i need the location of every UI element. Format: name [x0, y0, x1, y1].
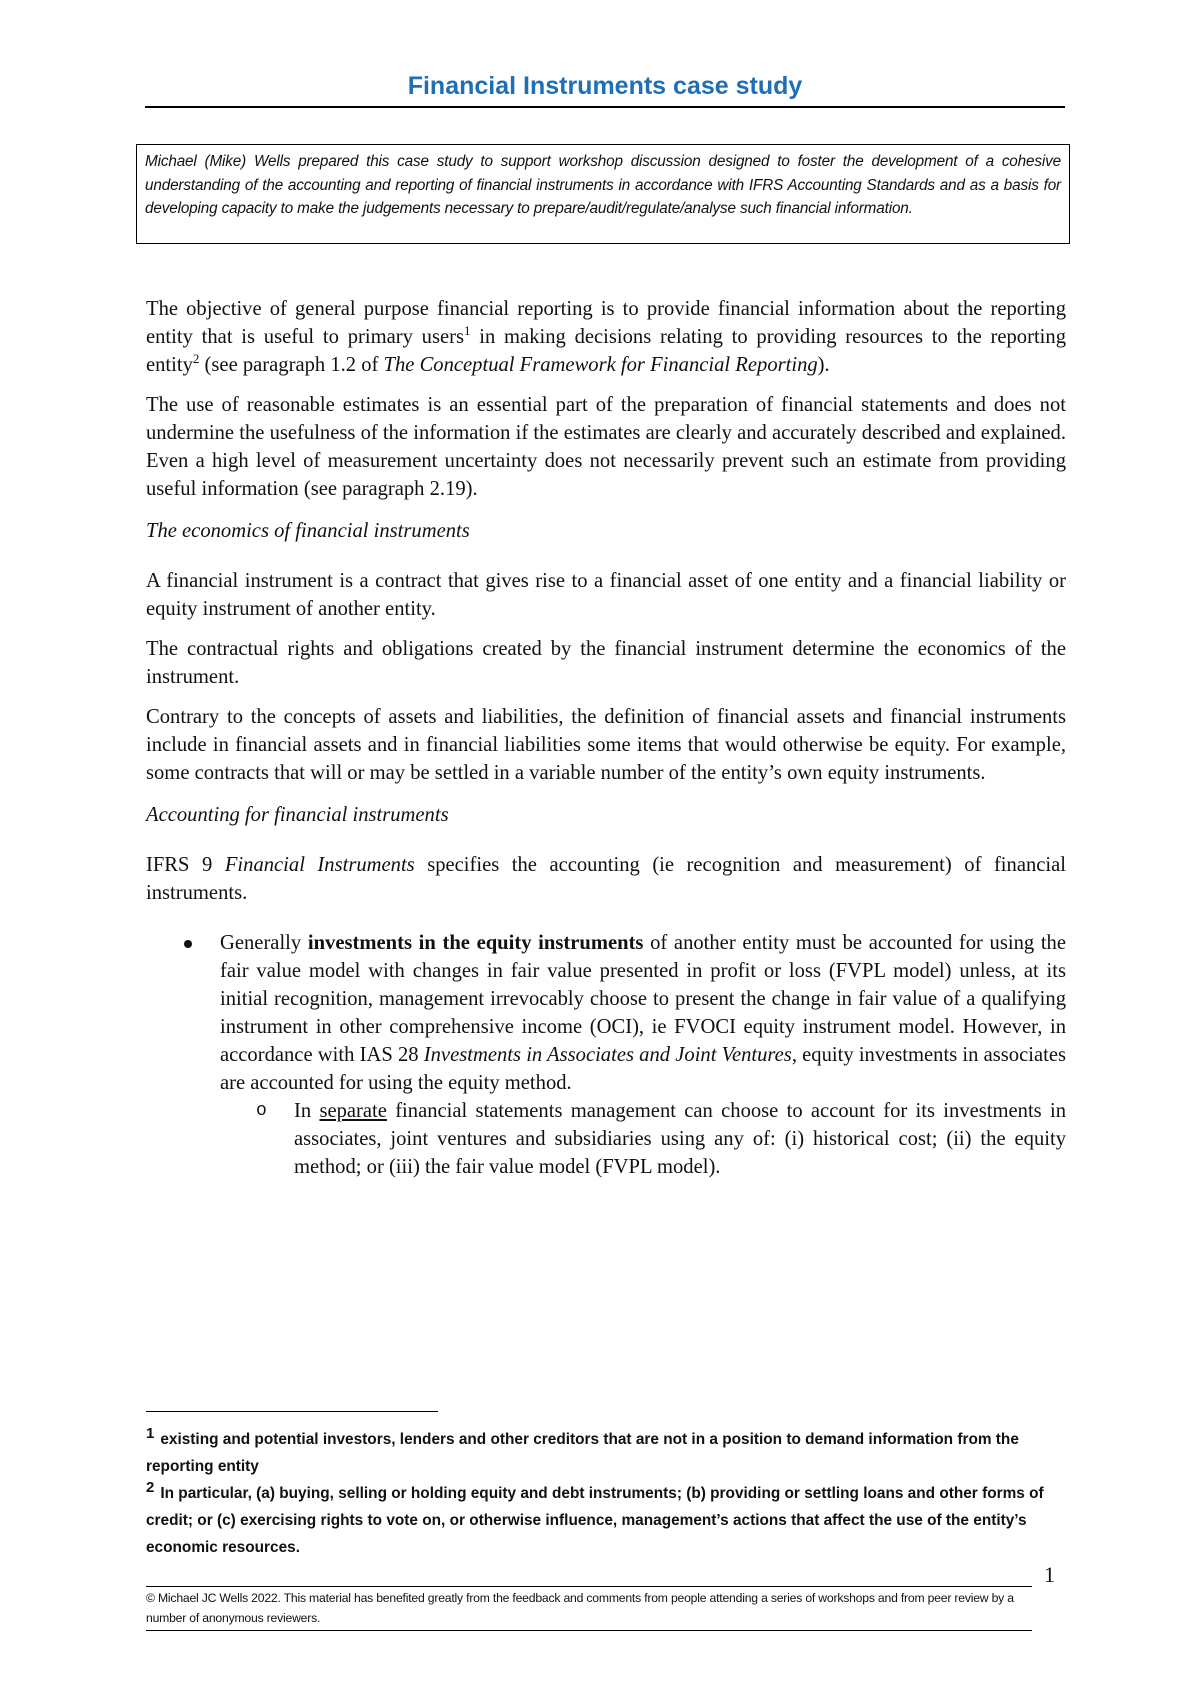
- sub-bullet-list: [220, 1097, 1066, 1181]
- title-underline: [145, 106, 1065, 108]
- circle-bullet-icon: o: [256, 1101, 267, 1121]
- footer-rule: [146, 1630, 1032, 1631]
- main-body: [146, 295, 1066, 1181]
- footnote-2: [146, 1480, 1066, 1561]
- text: The objective of general purpose financial reporting is to provide financial information about the reporting entity that is useful to primary users: [146, 298, 1066, 348]
- paragraph-ifrs9: [146, 851, 1066, 907]
- footnote-ref-2[interactable]: 2: [192, 351, 200, 367]
- footnote-mark: 2: [146, 1479, 155, 1496]
- footnote-text: In particular, (a) buying, selling or holding equity and debt instruments; (b) providing or settling loans and other forms of credit; or (c) exercising rights to vote on, or otherwise influence, management’s actions that affect the use of the entity’s economic resources.: [146, 1485, 1044, 1556]
- text: IFRS 9: [146, 854, 225, 876]
- footnote-ref-1[interactable]: 1: [463, 323, 471, 339]
- text: financial statements management can choose to account for its investments in associates, joint ventures and subsidiaries using any of: (i) historical cost; (ii) the equity method; or (iii) the fair value model (FVPL model).: [294, 1100, 1066, 1178]
- paragraph-estimates: The use of reasonable estimates is an essential part of the preparation of financial statements and does not undermine the usefulness of the information if the estimates are clearly and accurately described and explained. Even a high level of measurement uncertainty does not necessarily prevent such an estimate from providing useful information (see paragraph 2.19).: [146, 394, 1066, 500]
- page-number: 1: [1044, 1562, 1055, 1587]
- intro-box: Michael (Mike) Wells prepared this case study to support workshop discussion designed to foster the development of a cohesive understanding of the accounting and reporting of financial instruments in accordance with IFRS Accounting Standards and as a basis for developing capacity to make the judgements necessary to prepare/audit/regulate/analyse such financial information.: [136, 144, 1070, 244]
- list-item: [220, 1097, 1066, 1181]
- italic-title: The Conceptual Framework for Financial Reporting: [383, 354, 818, 376]
- paragraph-definition: A financial instrument is a contract that gives rise to a financial asset of one entity and a financial liability or equity instrument of another entity.: [146, 570, 1066, 620]
- footnote-mark: 1: [146, 1425, 155, 1442]
- text: (see paragraph 1.2 of: [199, 354, 384, 376]
- text: ).: [817, 354, 830, 376]
- footnote-separator: [146, 1411, 438, 1412]
- footnote-1: [146, 1426, 1066, 1480]
- paragraph-contractual-rights: The contractual rights and obligations created by the financial instrument determine the economics of the instrument.: [146, 638, 1066, 688]
- bullet-icon: [184, 940, 192, 948]
- bullet-list: [146, 929, 1066, 1181]
- italic-title: Investments in Associates and Joint Ventures: [423, 1044, 792, 1066]
- footer-rule: [146, 1586, 1032, 1587]
- section-heading-economics: The economics of financial instruments: [146, 520, 470, 542]
- text: Generally: [220, 932, 308, 954]
- bold-text: investments in the equity instruments: [307, 932, 644, 954]
- section-heading-accounting: Accounting for financial instruments: [146, 804, 449, 826]
- footnote-text: existing and potential investors, lenders and other creditors that are not in a position to demand information from the reporting entity: [146, 1431, 1019, 1475]
- text: In: [294, 1100, 320, 1122]
- paragraph-objective: [146, 295, 1066, 379]
- underlined-text: separate: [319, 1100, 387, 1122]
- paragraph-contrary: Contrary to the concepts of assets and liabilities, the definition of financial assets and financial instruments include in financial assets and in financial liabilities some items that would otherwise be equity. For example, some contracts that will or may be settled in a variable number of the entity’s own equity instruments.: [146, 706, 1066, 784]
- text: of another entity must be accounted for using the fair value model with changes in fair value presented in profit or loss (FVPL model) unless, at its initial recognition, management irrevocably choose to present the change in fair value of a qualifying instrument in other comprehensive income (OCI), ie FVOCI equity instrument model. However, in accordance with IAS 28: [220, 932, 1066, 1066]
- list-item: [146, 929, 1066, 1181]
- page-title: Financial Instruments case study: [407, 72, 803, 100]
- text: in making decisions relating to providing resources to the reporting entity: [146, 326, 1066, 376]
- footnotes: [146, 1426, 1066, 1561]
- copyright-footer: © Michael JC Wells 2022. This material has benefited greatly from the feedback and comments from people attending a series of workshops and from peer review by a number of anonymous reviewers.: [146, 1591, 1014, 1625]
- text: specifies the accounting (ie recognition and measurement) of financial instruments.: [146, 854, 1066, 904]
- italic-title: Financial Instruments: [224, 854, 415, 876]
- text: , equity investments in associates are accounted for using the equity method.: [220, 1044, 1066, 1094]
